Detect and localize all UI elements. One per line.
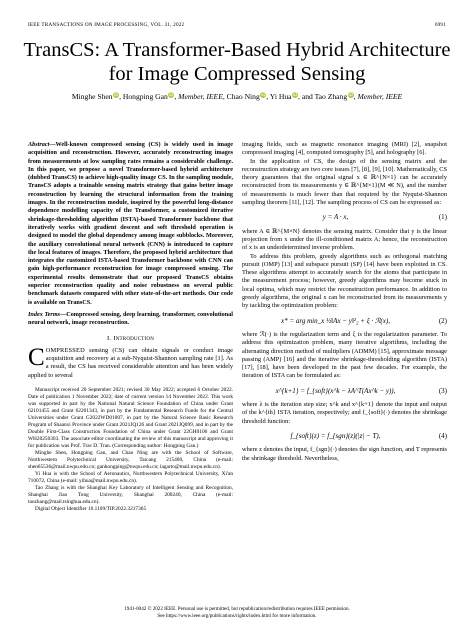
- author-name: Tao Zhang: [314, 92, 348, 101]
- copyright-footer: [28, 606, 446, 619]
- section-title: Introduction: [113, 334, 155, 342]
- section-heading: [28, 335, 233, 343]
- index-terms-label: Index Terms: [28, 310, 61, 318]
- paragraph: where λ is the iteration step size; x^k and x^{k+1} denote the input and output of the k^{th} ISTA iteration, respectively; and f_{soft}(·) denotes the shrinkage threshold function:: [242, 401, 447, 425]
- orcid-icon[interactable]: iD: [169, 92, 174, 97]
- paragraph: To address this problem, greedy algorithms such as orthogonal matching pursuit (OMP) [13] and subspace pursuit (SP) [14] have been exploited in CS. These algorithms attempt to accurately search for the atoms that participate in the measurement process; however, greedy algorithms may become stuck in local optima, which may restrict the reconstruction performance. In addition to greedy algorithms, the original x can be reconstructed from its measurements y by tackling the optimization problem:: [242, 252, 447, 310]
- abstract-text: —Well-known compressed sensing (CS) is widely used in image acquisition and reconstruction. However, accurately reconstructing images from measurements at low sampling rates remains a considerable challenge. In this paper, we propose a novel Transformer-based hybrid architecture (dubbed TransCS) to achieve high-quality image CS. In the sampling module, TransCS adopts a trainable sensing matrix strategy that gains better image reconstruction by learning the structural information from the training images. In the reconstruction module, inspired by the powerful long-distance dependence modelling capacity of the Transformer, a customized iterative shrinkage-thresholding algorithm (ISTA)-based Transformer backbone that iteratively works with gradient descent and soft threshold operation is designed to model the global dependency among image subblocks. Moreover, the auxiliary convolutional neural network (CNN) is introduced to capture the local features of images. Therefore, the proposed hybrid architecture that integrates the customized ISTA-based Transformer backbone with CNN can gain high-performance reconstruction for image compressed sensing. The experimental results demonstrate that our proposed TransCS obtains superior reconstruction quality and noise robustness on several public benchmark datasets compared with other state-of-the-art methods. Our code is available on TransCS.: [28, 141, 233, 306]
- equation-expression: x^{k+1} = f_{soft}(x^k − λA^T(Ax^k − y)),: [275, 386, 396, 395]
- copyright-line: 1941-0042 © 2022 IEEE. Personal use is permitted, but republication/redistribution requires IEEE permission.: [124, 606, 350, 612]
- author-4: [270, 92, 313, 101]
- equation-expression: y = A · x,: [322, 213, 349, 222]
- drop-cap: C: [28, 343, 45, 371]
- footnote-affiliation-2: Yi Hua is with the School of Aeronautics, Northwestern Polytechnical University, Xi'an 710072, China (e-mail: yihua@mail.nwpu.edu.cn).: [28, 471, 233, 485]
- equation-2: [242, 317, 447, 325]
- equation-4: [242, 432, 447, 440]
- member-badge: Member, IEEE: [178, 92, 223, 101]
- author-3: [227, 92, 269, 101]
- index-terms-text: —Compressed sensing, deep learning, transformer, convolutional neural network, image reconstruction.: [28, 310, 233, 327]
- author-name: Chao Ning: [226, 92, 260, 101]
- paragraph: imaging fields, such as magnetic resonance imaging (MRI) [2], snapshot compressed imaging [4], computed tomography [5], and holography [6].: [242, 141, 447, 157]
- paragraph: In the application of CS, the design of the sensing matrix and the reconstruction strategy are two core issues [7], [8], [9], [10]. Mathematically, CS theory guarantees that the original signal x ∈ ℝ^{N×1} can be accurately reconstructed from its measurements y ∈ ℝ^{M×1}(M ≪ N), and the number of measurements is much fewer than that required by the Nyquist-Shannon sampling theorem [11], [12]. The sampling process of CS can be expressed as:: [242, 157, 447, 207]
- author-separator: , and: [298, 92, 313, 101]
- index-terms: [28, 311, 233, 328]
- title-line-1: TransCS: A Transformer-Based Hybrid Architecture: [23, 39, 451, 61]
- footnotes: [28, 387, 233, 513]
- footnote-doi[interactable]: Digital Object Identifier 10.1109/TIP.2022.3217365: [35, 506, 147, 513]
- page-number: 6991: [434, 22, 446, 28]
- equation-1: [242, 213, 447, 221]
- author-separator: ,: [222, 92, 225, 101]
- intro-lead: OMPRESSED: [45, 346, 85, 354]
- running-header: [28, 22, 446, 28]
- abstract: [28, 141, 233, 307]
- orcid-icon[interactable]: iD: [292, 92, 298, 97]
- equation-number: (4): [438, 431, 447, 440]
- member-badge: Member, IEEE: [357, 92, 403, 101]
- author-name: Hongping Gan: [122, 92, 168, 101]
- right-column: [242, 141, 447, 463]
- footnote-affiliation-3: Tao Zhang is with the Shanghai Key Laboratory of Intelligent Sensing and Recognition, Shanghai Jiao Tong University, Shanghai 200240, China (e-mail: taozhang@mail.tsinghua.edu.cn).: [28, 485, 233, 506]
- author-separator: ,: [266, 92, 269, 101]
- section-numeral: I.: [106, 334, 112, 342]
- equation-expression: f_{soft}(z) = f_{sgn}(z)(|z| − T),: [290, 431, 381, 440]
- footnote-affiliation-1: Minghe Shen, Hongping Gan, and Chao Ning are with the School of Software, Northwestern Polytechnical University, Taicang 215400, China (e-mail: shen65536@mail.nwpu.edu.cn; ganhongping@nwpu.edu.cn; lagarto@mail.nwpu.edu.cn).: [28, 450, 233, 471]
- author-separator: ,: [119, 92, 121, 101]
- title-line-2: for Image Compressed Sensing: [108, 63, 366, 85]
- equation-expression: x* = arg min_x ½‖Ax − y‖²₂ + ξ · ℛ(x),: [281, 316, 390, 325]
- orcid-icon[interactable]: iD: [261, 92, 266, 97]
- equation-number: (1): [438, 213, 447, 222]
- rights-link-line[interactable]: See https://www.ieee.org/publications/rights/index.html for more information.: [157, 612, 317, 619]
- orcid-icon[interactable]: iD: [113, 92, 119, 97]
- journal-name: IEEE TRANSACTIONS ON IMAGE PROCESSING, VOL. 31, 2022: [28, 22, 185, 28]
- intro-paragraph: [28, 343, 233, 380]
- equation-3: [242, 387, 447, 395]
- author-1: [72, 92, 121, 101]
- orcid-icon[interactable]: iD: [348, 92, 353, 97]
- footnote-manuscript: Manuscript received 20 September 2021; revised 30 May 2022; accepted 6 October 2022. Date of publication 1 November 2022; date of current version 14 November 2022. This work was supported in part by the National Natural Science Foundation of China under Grant 62101455 and Grant 62201343, in part by the Fundamental Research Funds for the Central Universities under Grant G2022WD01007, in part by the Natural Science Basic Research Program of Shaanxi Province under Grant 2021JQ126 and Grant 2021JQ099, and in part by the Double First-Class Construction Foundation of China under Grant 22GH0106 and Grant WH20250303. The associate editor coordinating the review of this manuscript and approving it for publication was Prof. Trac D. Tran. (Corresponding author: Hongping Gan.): [28, 387, 233, 450]
- abstract-label: Abstract: [28, 141, 50, 148]
- equation-number: (3): [438, 386, 447, 395]
- author-5: [315, 92, 403, 101]
- author-list: [20, 92, 454, 101]
- intro-text: sensing (CS) can obtain signals or conduct image acquisition and recovery at a sub-Nyquist-Shannon sampling rate [1]. As a result, the CS has received considerable attention and has been widely applied to several: [28, 346, 233, 379]
- author-separator: ,: [174, 92, 179, 101]
- author-name: Minghe Shen: [71, 92, 113, 101]
- paper-title: [20, 38, 454, 86]
- equation-number: (2): [438, 316, 447, 325]
- paragraph: where ℛ(·) is the regularization term and ξ is the regularization parameter. To address this optimization problem, many iterative algorithms, including the alternating direction method of multipliers (ADMM) [15], approximate message passing (AMP) [16] and the iterative shrinkage-thresholding algorithm (ISTA) [17], [18], have been developed in the past few decades. For example, the iteration of ISTA can be formulated as:: [242, 330, 447, 380]
- author-name: Yi Hua: [269, 92, 292, 101]
- paragraph: where A ∈ ℝ^{M×N} denotes the sensing matrix. Consider that y is the linear projection from x under the ill-conditioned matrix A; hence, the reconstruction of x is an underdetermined inverse problem.: [242, 227, 447, 252]
- author-separator: ,: [353, 92, 358, 101]
- paragraph: where z denotes the input, f_{sgn}(·) denotes the sign function, and T represents the shrinkage threshold. Nevertheless,: [242, 446, 447, 462]
- left-column: [28, 141, 233, 513]
- author-2: [123, 92, 225, 101]
